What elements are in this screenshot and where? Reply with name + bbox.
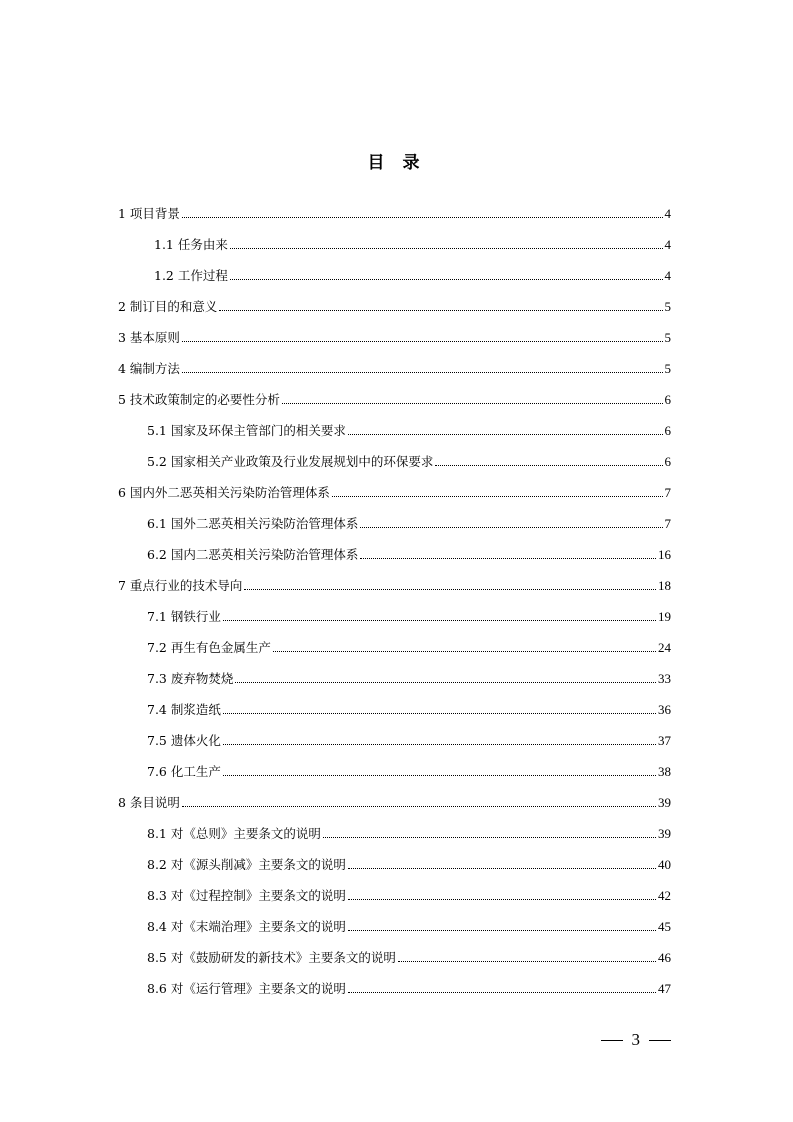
toc-entry-label: 8.2 对《源头削减》主要条文的说明 [147,857,346,872]
toc-entry[interactable] [147,663,671,687]
toc-entry-page: 36 [658,702,671,717]
dot-leader [323,837,656,838]
toc-entry-label: 2 制订目的和意义 [118,299,218,314]
toc-entry[interactable] [147,694,671,718]
toc-entry[interactable] [154,229,671,253]
toc-entry-page: 5 [664,361,671,376]
toc-entry[interactable] [154,260,671,284]
toc-entry[interactable] [147,849,671,873]
toc-entry-label: 6.2 国内二恶英相关污染防治管理体系 [147,547,359,562]
toc-entry-label: 7.2 再生有色金属生产 [147,640,271,655]
toc-entry-page: 37 [658,733,671,748]
dot-leader [230,279,663,280]
toc-entry-page: 24 [658,640,671,655]
toc-entry-page: 18 [658,578,671,593]
dot-leader [182,217,663,218]
dot-leader [398,961,656,962]
toc-entry-label: 8.4 对《末端治理》主要条文的说明 [147,919,346,934]
toc-entry-page: 46 [658,950,671,965]
toc-entry[interactable] [147,942,671,966]
toc-entry-page: 4 [664,206,671,221]
toc-entry[interactable] [118,477,671,501]
toc-entry-label: 7.1 钢铁行业 [147,609,221,624]
toc-entry-page: 38 [658,764,671,779]
dot-leader [223,744,656,745]
toc-entry-page: 45 [658,919,671,934]
dot-leader [348,434,663,435]
toc-entry[interactable] [147,725,671,749]
dot-leader [435,465,662,466]
dot-leader [182,341,663,342]
toc-entry-page: 7 [664,485,671,500]
toc-entry-page: 39 [658,826,671,841]
toc-entry-label: 6 国内外二恶英相关污染防治管理体系 [118,485,330,500]
toc-entry[interactable] [147,415,671,439]
toc-entry[interactable] [147,911,671,935]
dot-leader [348,899,656,900]
dot-leader [244,589,656,590]
toc-entry-page: 7 [664,516,671,531]
footer-dash-left [601,1040,623,1041]
toc-entry-label: 8 条目说明 [118,795,180,810]
toc-entry-page: 19 [658,609,671,624]
toc-entry-page: 42 [658,888,671,903]
toc-entry[interactable] [118,384,671,408]
dot-leader [360,527,662,528]
toc-entry[interactable] [147,818,671,842]
toc-entry-label: 5.2 国家相关产业政策及行业发展规划中的环保要求 [147,454,434,469]
toc-entry[interactable] [147,601,671,625]
toc-entry[interactable] [118,353,671,377]
toc-entry-page: 33 [658,671,671,686]
toc-entry[interactable] [118,198,671,222]
toc-entry[interactable] [118,291,671,315]
toc-entry-label: 8.3 对《过程控制》主要条文的说明 [147,888,346,903]
toc-entry-page: 6 [664,423,671,438]
toc-entry-label: 8.5 对《鼓励研发的新技术》主要条文的说明 [147,950,396,965]
dot-leader [223,775,656,776]
toc-entry[interactable] [147,973,671,997]
toc-entry[interactable] [147,880,671,904]
dot-leader [273,651,656,652]
toc-entry-label: 1 项目背景 [118,206,180,221]
toc-entry-label: 8.1 对《总则》主要条文的说明 [147,826,321,841]
toc-entry-label: 7 重点行业的技术导向 [118,578,243,593]
toc-entry[interactable] [118,322,671,346]
toc-entry[interactable] [147,756,671,780]
toc-entry-label: 1.1 任务由来 [154,237,228,252]
toc-entry[interactable] [118,570,671,594]
footer-dash-right [649,1040,671,1041]
toc-entry-label: 8.6 对《运行管理》主要条文的说明 [147,981,346,996]
dot-leader [182,806,656,807]
page-number: 3 [631,1030,640,1049]
toc-entry-label: 7.3 废弃物焚烧 [147,671,234,686]
toc-entry-label: 5 技术政策制定的必要性分析 [118,392,280,407]
toc-entry-page: 6 [664,454,671,469]
toc-entry-page: 39 [658,795,671,810]
toc-entry-page: 40 [658,857,671,872]
toc-entry-page: 16 [658,547,671,562]
toc-entry-label: 6.1 国外二恶英相关污染防治管理体系 [147,516,359,531]
toc-entry-label: 5.1 国家及环保主管部门的相关要求 [147,423,346,438]
toc-entry-page: 5 [664,299,671,314]
toc-entry-page: 5 [664,330,671,345]
toc-entry[interactable] [147,508,671,532]
toc-entry-label: 1.2 工作过程 [154,268,228,283]
toc-title: 目 录 [367,153,426,173]
dot-leader [332,496,663,497]
toc-entry-label: 7.5 遗体火化 [147,733,221,748]
dot-leader [182,372,663,373]
toc-entry-page: 6 [664,392,671,407]
toc-entry-label: 7.4 制浆造纸 [147,702,221,717]
toc-entry-page: 47 [658,981,671,996]
toc-entry-label: 3 基本原则 [118,330,180,345]
toc-entry[interactable] [147,539,671,563]
dot-leader [219,310,662,311]
dot-leader [223,620,656,621]
dot-leader [223,713,656,714]
dot-leader [348,992,656,993]
toc-entry[interactable] [147,632,671,656]
dot-leader [348,930,656,931]
toc-entry-page: 4 [664,237,671,252]
dot-leader [348,868,656,869]
toc-entry[interactable] [118,787,671,811]
page-footer [601,1030,672,1050]
dot-leader [235,682,656,683]
dot-leader [230,248,663,249]
toc-entry-label: 7.6 化工生产 [147,764,221,779]
toc-entry-label: 4 编制方法 [118,361,180,376]
toc-entry[interactable] [147,446,671,470]
dot-leader [282,403,663,404]
dot-leader [360,558,656,559]
toc-entry-page: 4 [664,268,671,283]
